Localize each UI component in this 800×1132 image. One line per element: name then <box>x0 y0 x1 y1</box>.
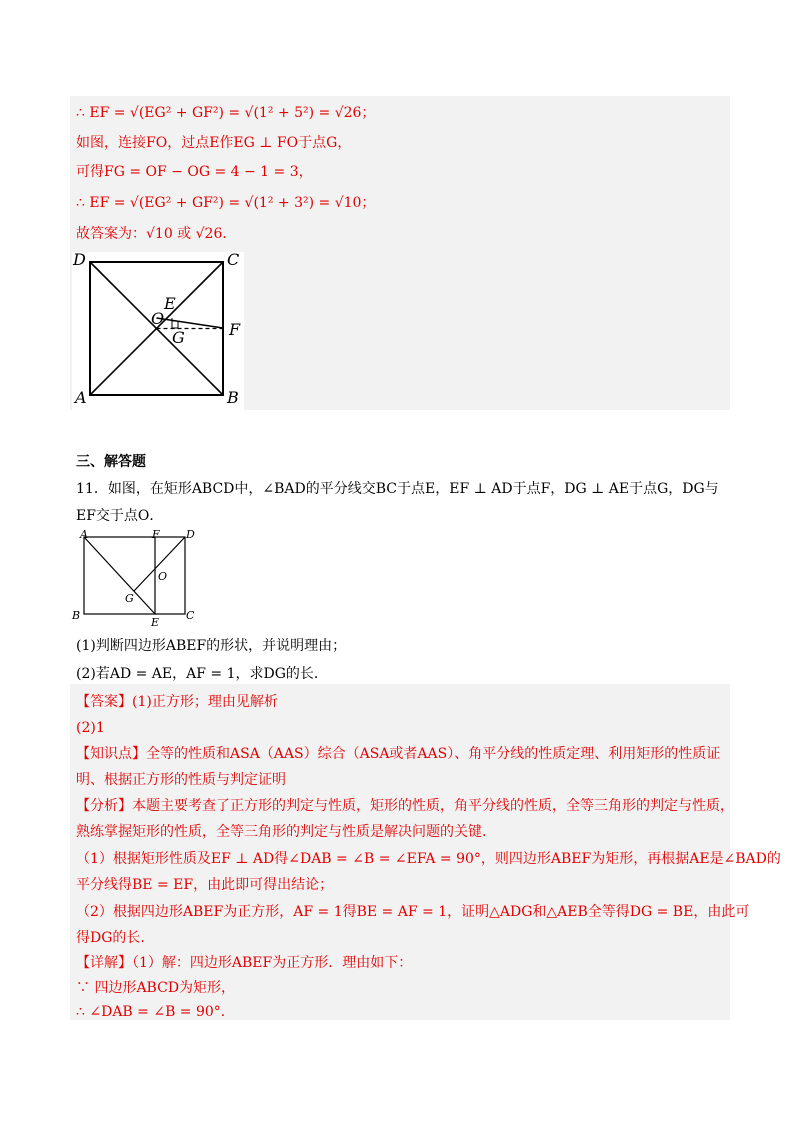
section-title: 三、解答题 <box>76 454 146 470</box>
knowledge-line-2: 明、根据正方形的性质与判定证明 <box>76 772 286 788</box>
label-C: C <box>227 250 240 269</box>
solution-line-5: 故答案为：√10 或 √26． <box>76 226 237 242</box>
label-B: B <box>227 388 239 407</box>
problem-line-2: EF交于点O． <box>76 508 164 524</box>
label-O2: O <box>158 570 168 583</box>
analysis-line-5: （2）根据四边形ABEF为正方形，AF = 1得BE = AF = 1，证明△ADG和△AEB全等得DG = BE，由此可 <box>76 904 750 920</box>
label-B2: B <box>72 609 81 622</box>
label-D2: D <box>186 528 195 541</box>
answer-line-1: 【答案】(1)正方形；理由见解析 <box>76 694 278 710</box>
label-E: E <box>164 294 176 313</box>
problem-line-1: 11．如图，在矩形ABCD中，∠BAD的平分线交BC于点E，EF ⊥ AD于点F，DG ⊥ AE于点G，DG与 <box>76 481 719 497</box>
label-F: F <box>229 320 241 339</box>
label-D: D <box>73 250 86 269</box>
label-O: O <box>151 309 165 328</box>
label-G: G <box>172 328 185 347</box>
rectangle-figure <box>72 528 202 630</box>
label-C2: C <box>186 609 195 622</box>
label-A2: A <box>80 528 88 541</box>
analysis-line-6: 得DG的长． <box>76 930 155 946</box>
question-2: (2)若AD = AE，AF = 1，求DG的长． <box>76 666 328 682</box>
rectangle-figure-svg <box>72 528 202 630</box>
question-1: (1)判断四边形ABEF的形状，并说明理由； <box>76 638 347 654</box>
detail-line-1: 【详解】（1）解：四边形ABEF为正方形．理由如下： <box>76 955 413 971</box>
analysis-line-1: 【分析】本题主要考查了正方形的判定与性质，矩形的性质，角平分线的性质，全等三角形的判定与性质， <box>76 798 734 814</box>
analysis-line-2: 熟练掌握矩形的性质，全等三角形的判定与性质是解决问题的关键． <box>76 824 496 840</box>
solution-line-2: 如图，连接FO，过点E作EG ⊥ FO于点G， <box>76 135 352 151</box>
label-G2: G <box>125 592 134 605</box>
answer-line-2: (2)1 <box>76 720 105 736</box>
solution-line-3: 可得FG = OF − OG = 4 − 1 = 3， <box>76 164 313 180</box>
knowledge-line-1: 【知识点】全等的性质和ASA（AAS）综合（ASA或者AAS）、角平分线的性质定理、利用矩形的性质证 <box>76 746 721 762</box>
solution-line-1: ∴ EF = √(EG² + GF²) = √(1² + 5²) = √26； <box>76 105 376 121</box>
analysis-line-4: 平分线得BE = EF，由此即可得出结论； <box>76 877 334 893</box>
square-figure <box>72 252 244 410</box>
label-A: A <box>75 388 87 407</box>
square-figure-svg <box>72 252 244 410</box>
detail-line-2: ∵ 四边形ABCD为矩形， <box>76 980 236 996</box>
label-E2: E <box>151 616 160 629</box>
analysis-line-3: （1）根据矩形性质及EF ⊥ AD得∠DAB = ∠B = ∠EFA = 90°，则四边形ABEF为矩形，再根据AE是∠BAD的 <box>76 851 781 867</box>
label-F2: F <box>152 528 160 541</box>
solution-line-4: ∴ EF = √(EG² + GF²) = √(1² + 3²) = √10； <box>76 195 376 211</box>
detail-line-3: ∴ ∠DAB = ∠B = 90°． <box>76 1004 235 1020</box>
